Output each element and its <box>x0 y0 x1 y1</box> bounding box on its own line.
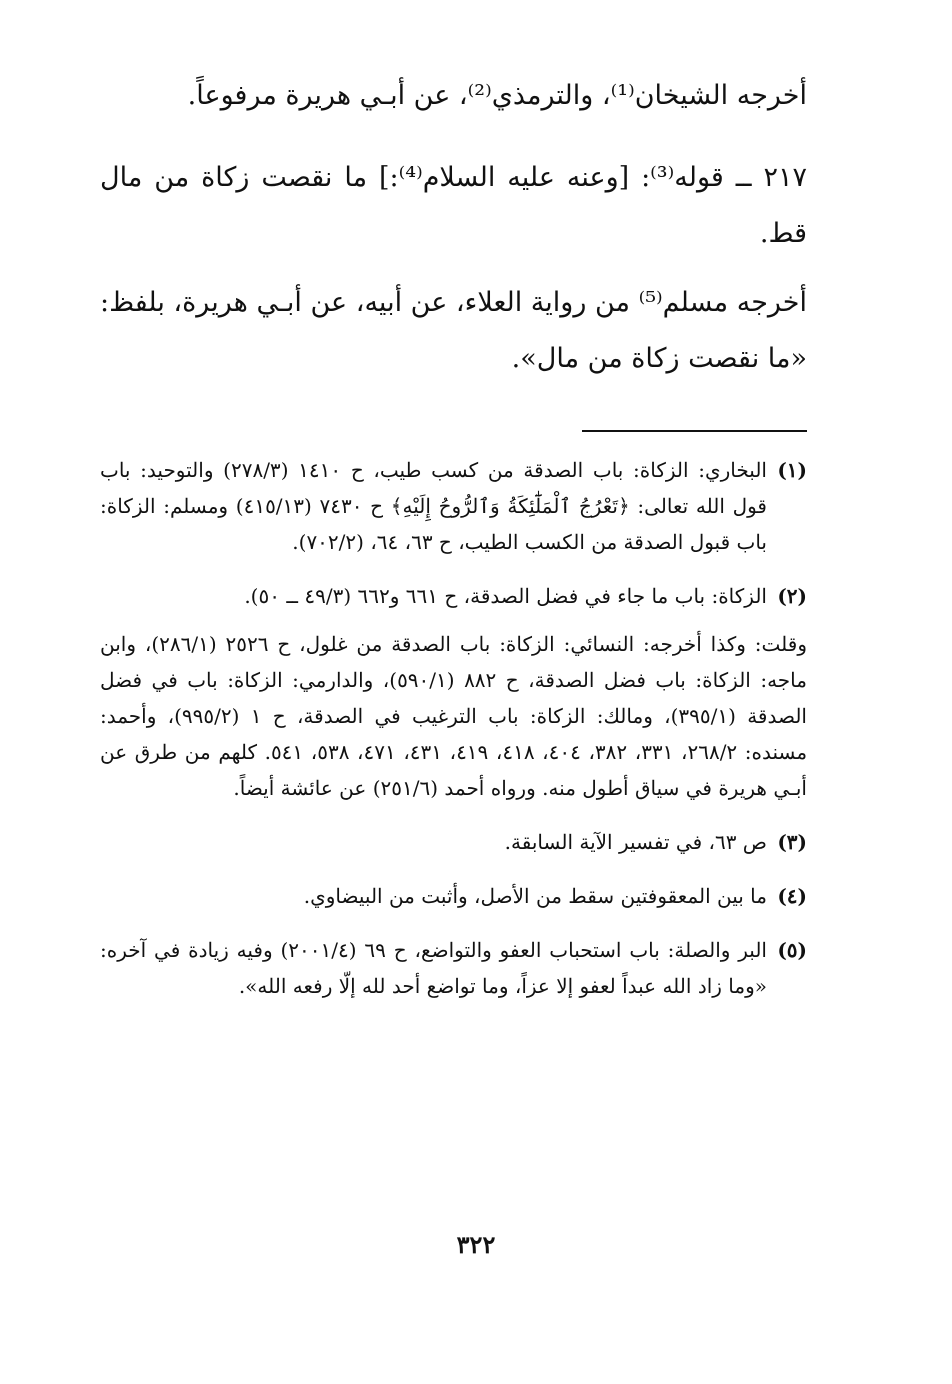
footnote-number: (٤) <box>777 884 807 908</box>
main-paragraph-3: أخرجه مسلم⁽⁵⁾ من رواية العلاء، عن أبيه، عن أبـي هريرة، بلفظ: «ما نقصت زكاة من مال». <box>100 287 807 374</box>
footnote-3 <box>100 824 807 860</box>
footnote-separator <box>582 430 807 432</box>
footnote-text: الزكاة: باب ما جاء في فضل الصدقة، ح ٦٦١ و٦٦٢ (٤٩/٣ ــ ٥٠). <box>244 584 767 608</box>
main-paragraph-1: أخرجه الشيخان⁽¹⁾، والترمذي⁽²⁾، عن أبـي هريرة مرفوعاً. <box>187 80 807 111</box>
footnote-text: ما بين المعقوفتين سقط من الأصل، وأثبت من البيضاوي. <box>303 884 767 908</box>
footnote-1 <box>100 452 807 560</box>
footnote-text: البخاري: الزكاة: باب الصدقة من كسب طيب، ح ١٤١٠ (٢٧٨/٣) والتوحيد: باب قول الله تعالى: ﴿تَعْرُجُ ٱلْمَلَٰٓئِكَةُ وَٱلرُّوحُ إِلَيْهِ﴾ ح ٧٤٣٠ (٤١٥/١٣) ومسلم: الزكاة: باب قبول الصدقة من الكسب الطيب، ح ٦٣، ٦٤، (٧٠٢/٢). <box>100 458 767 554</box>
footnote-5 <box>100 932 807 1004</box>
footnote-number: (٣) <box>777 830 807 854</box>
footnotes <box>100 452 807 1022</box>
footnote-2 <box>100 578 807 614</box>
page-number: ٣٢٢ <box>456 1230 496 1259</box>
book-page <box>100 0 807 1384</box>
footnote-number: (٢) <box>777 584 807 608</box>
main-paragraph-2: ٢١٧ ــ قوله⁽³⁾: [وعنه عليه السلام⁽⁴⁾:] ما نقصت زكاة من مال قط. <box>100 162 807 249</box>
footnote-number: (١) <box>777 458 807 482</box>
footnote-text: ص ٦٣، في تفسير الآية السابقة. <box>504 830 767 854</box>
footnote-number: (٥) <box>777 938 807 962</box>
footnote-text: البر والصلة: باب استحباب العفو والتواضع، ح ٦٩ (٢٠٠١/٤) وفيه زيادة في آخره: «وما زاد الله عبداً لعفو إلا عزاً، وما تواضع أحد لله إلّا رفعه الله». <box>100 938 767 998</box>
footnote-2-addendum <box>100 626 807 806</box>
footnote-text: وقلت: وكذا أخرجه: النسائي: الزكاة: باب الصدقة من غلول، ح ٢٥٢٦ (٢٨٦/١)، وابن ماجه: الزكاة: باب فضل الصدقة، ح ٨٨٢ (٥٩٠/١)، والدارمي: الزكاة: باب في فضل الصدقة (٣٩٥/١)، ومالك: الزكاة: باب الترغيب في الصدقة، ح ١ (٩٩٥/٢)، وأحمد: مسنده: ٢٦٨/٢، ٣٣١، ٣٨٢، ٤٠٤، ٤١٨، ٤١٩، ٤٣١، ٤٧١، ٥٣٨، ٥٤١. كلهم من طرق عن أبـي هريرة في سياق أطول منه. ورواه أحمد (٢٥١/٦) عن عائشة أيضاً. <box>100 632 808 800</box>
footnote-4 <box>100 878 807 914</box>
